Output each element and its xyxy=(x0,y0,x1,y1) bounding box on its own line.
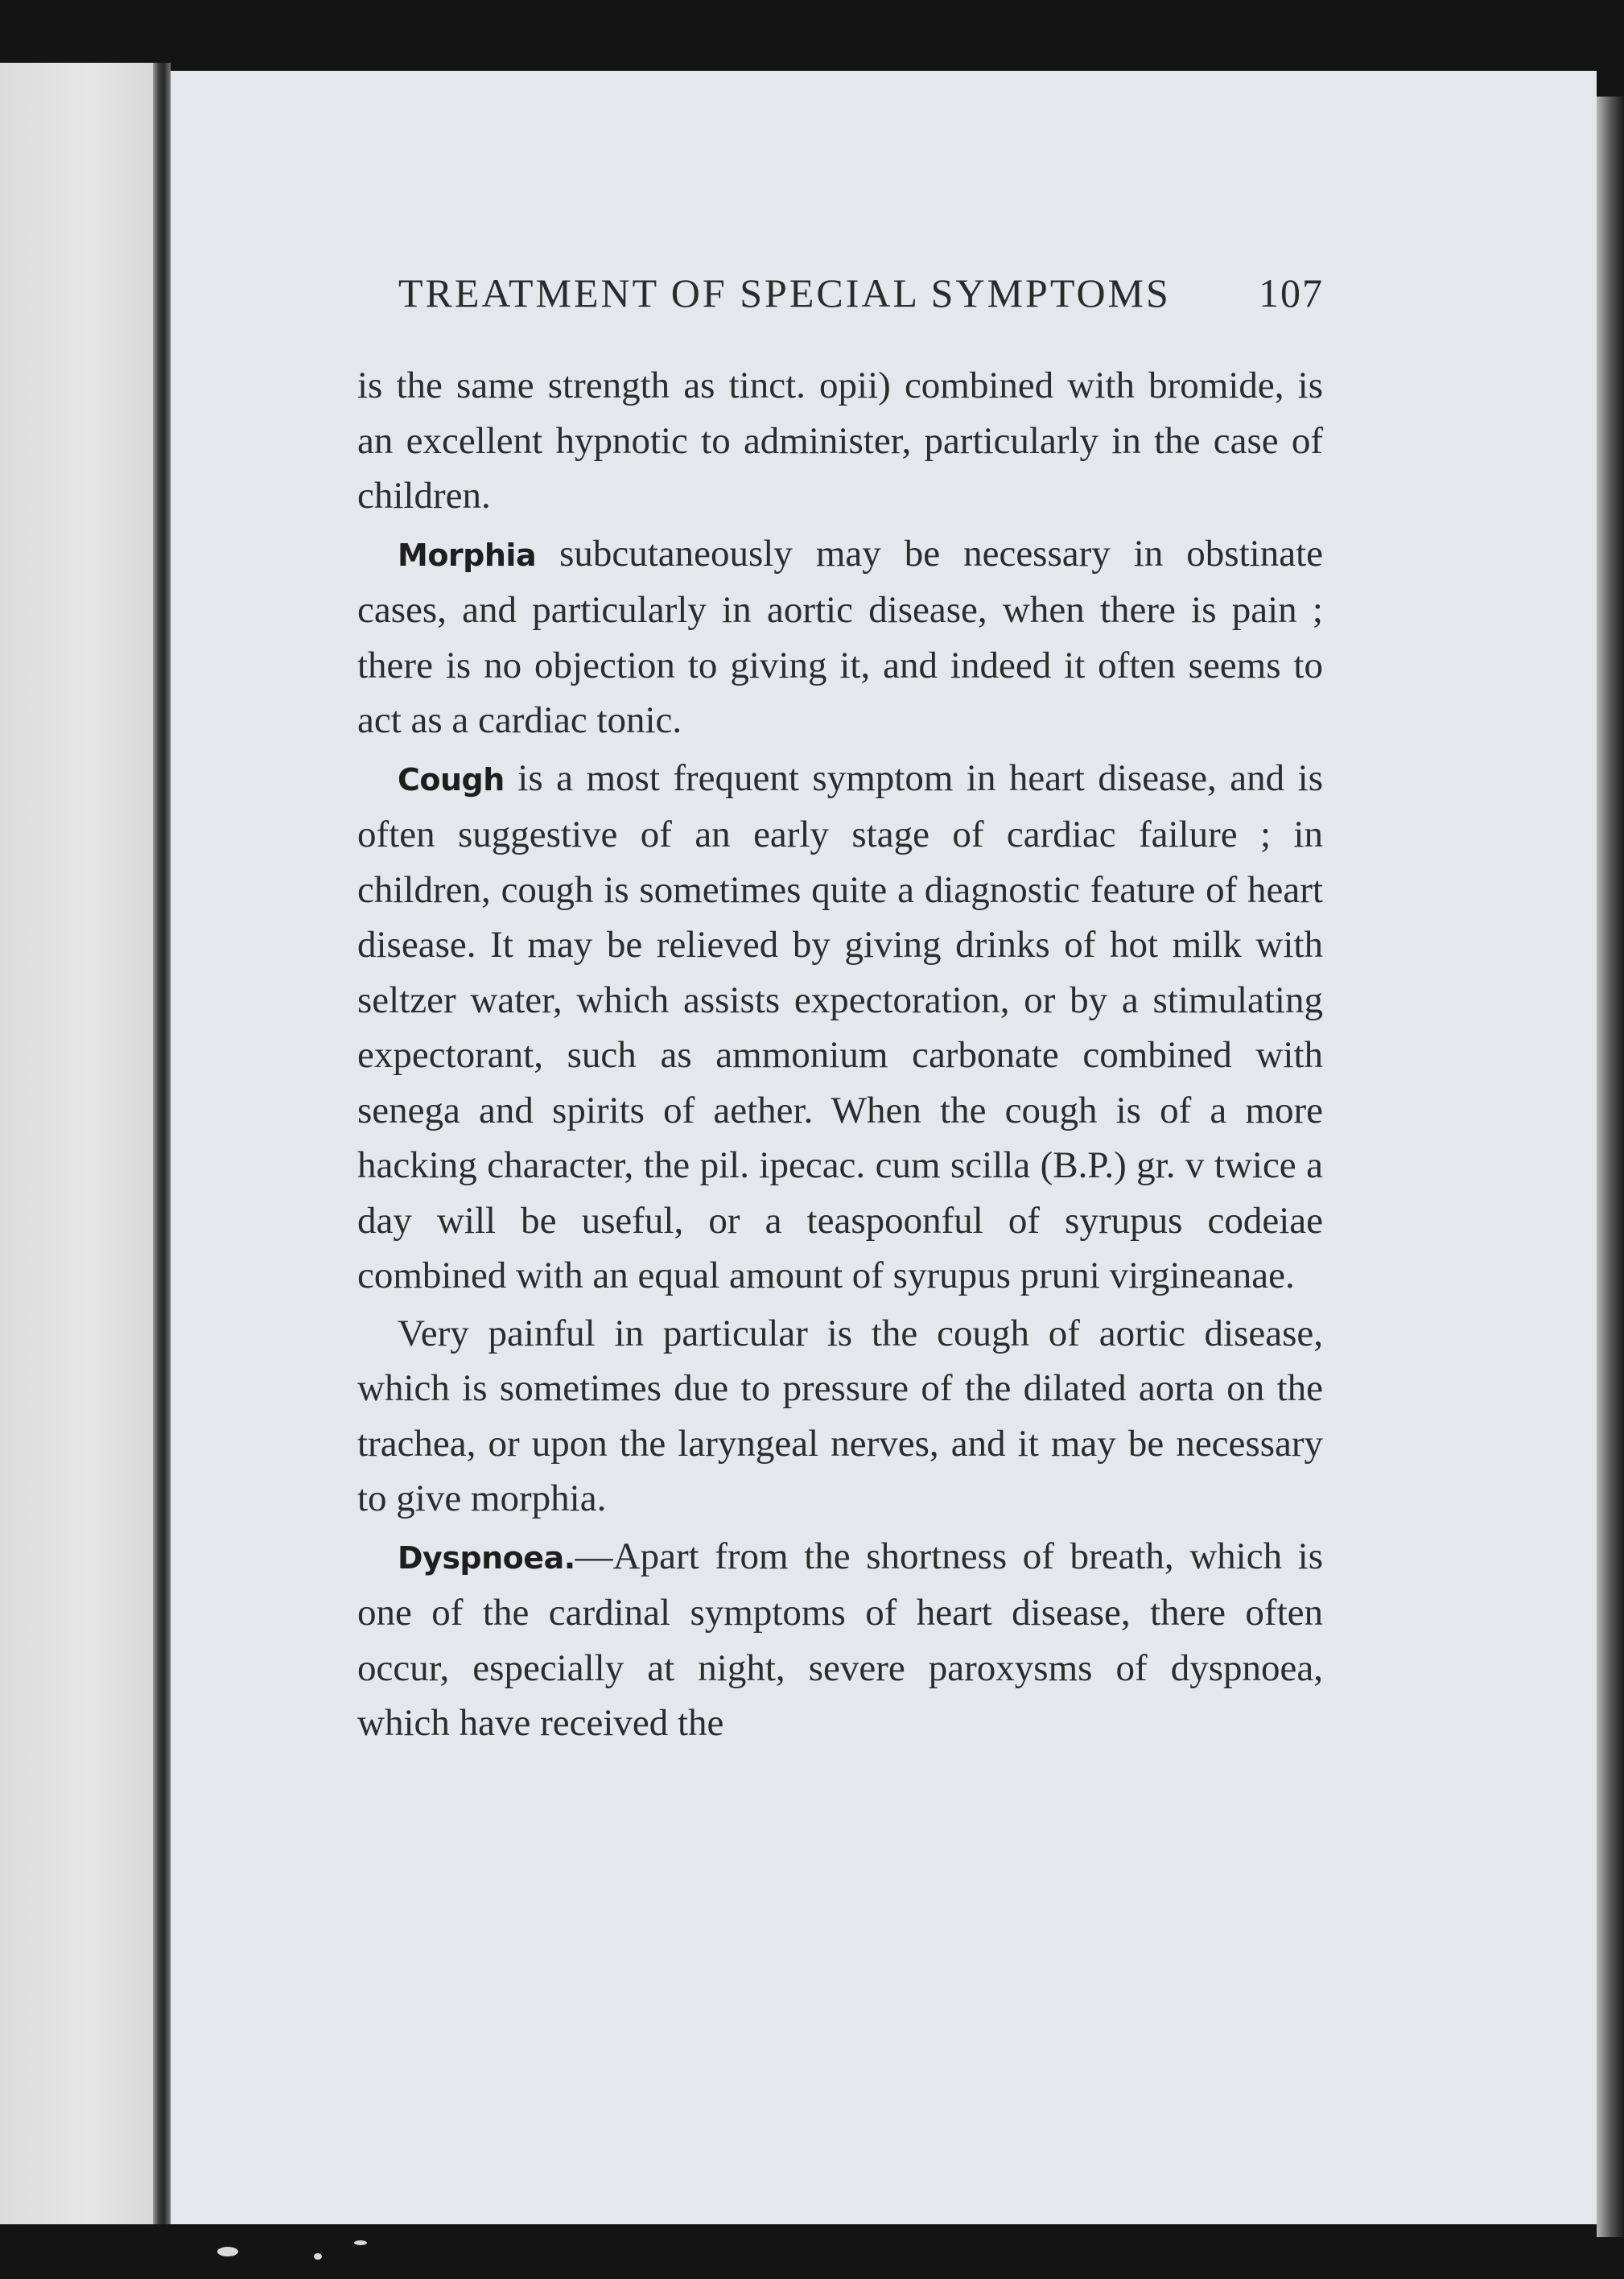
scan-bottom-edge xyxy=(0,2231,1624,2279)
body-text xyxy=(357,358,1323,1754)
paragraph-text: is a most frequent symptom in heart disease, and is often suggestive of an early stage of cardiac failure ; in children, cough is sometimes quite a diagnostic feature of heart disease. It may be relieved by giving drinks of hot milk with seltzer water, which assists expectoration, or by a stimulating expectorant, such as ammonium carbonate combined with senega and spirits of aether. When the cough is of a more hacking character, the pil. ipecac. cum scilla (B.P.) gr. v twice a day will be useful, or a teaspoonful of syrupus codeiae combined with an equal amount of syrupus pruni virgineanae. xyxy=(357,756,1323,1296)
paragraph-aortic-cough xyxy=(357,1306,1323,1527)
paragraph-text: is the same strength as tinct. opii) combined with bromide, is an excellent hypnotic to administer, particularly in the case of children. xyxy=(357,365,1323,517)
paragraph-text: subcutaneously may be necessary in obstinate cases, and particularly in aortic disease, when there is pain ; there is no objection to giving it, and indeed it often seems to act as a cardiac tonic. xyxy=(357,532,1323,741)
dust-speck xyxy=(217,2247,238,2256)
dust-speck xyxy=(354,2240,367,2245)
paragraph-lead-term: Morphia xyxy=(398,537,537,573)
paragraph-morphia xyxy=(357,526,1323,748)
running-head-title: TREATMENT OF SPECIAL SYMPTOMS xyxy=(398,270,1171,315)
paragraph-continued xyxy=(357,358,1323,524)
paragraph-text: —Apart from the shortness of breath, which is one of the cardinal symptoms of heart disease, there often occur, especially at night, severe paroxysms of dyspnoea, which have received the xyxy=(357,1535,1323,1744)
paragraph-dyspnoea xyxy=(357,1529,1323,1751)
paragraph-cough xyxy=(357,751,1323,1304)
book-gutter xyxy=(153,63,171,2224)
paragraph-text: Very painful in particular is the cough of aortic disease, which is sometimes due to pressure of the dilated aorta on the trachea, or upon the laryngeal nerves, and it may be necessary to give morphia. xyxy=(357,1312,1323,1519)
paragraph-lead-term: Cough xyxy=(398,761,505,797)
previous-page-edge xyxy=(0,63,153,2224)
paragraph-lead-term: Dyspnoea. xyxy=(398,1539,575,1576)
page-edge-shadow xyxy=(1597,97,1624,2237)
running-head xyxy=(398,270,1324,316)
dust-speck xyxy=(314,2253,322,2260)
page-number: 107 xyxy=(1259,270,1324,315)
